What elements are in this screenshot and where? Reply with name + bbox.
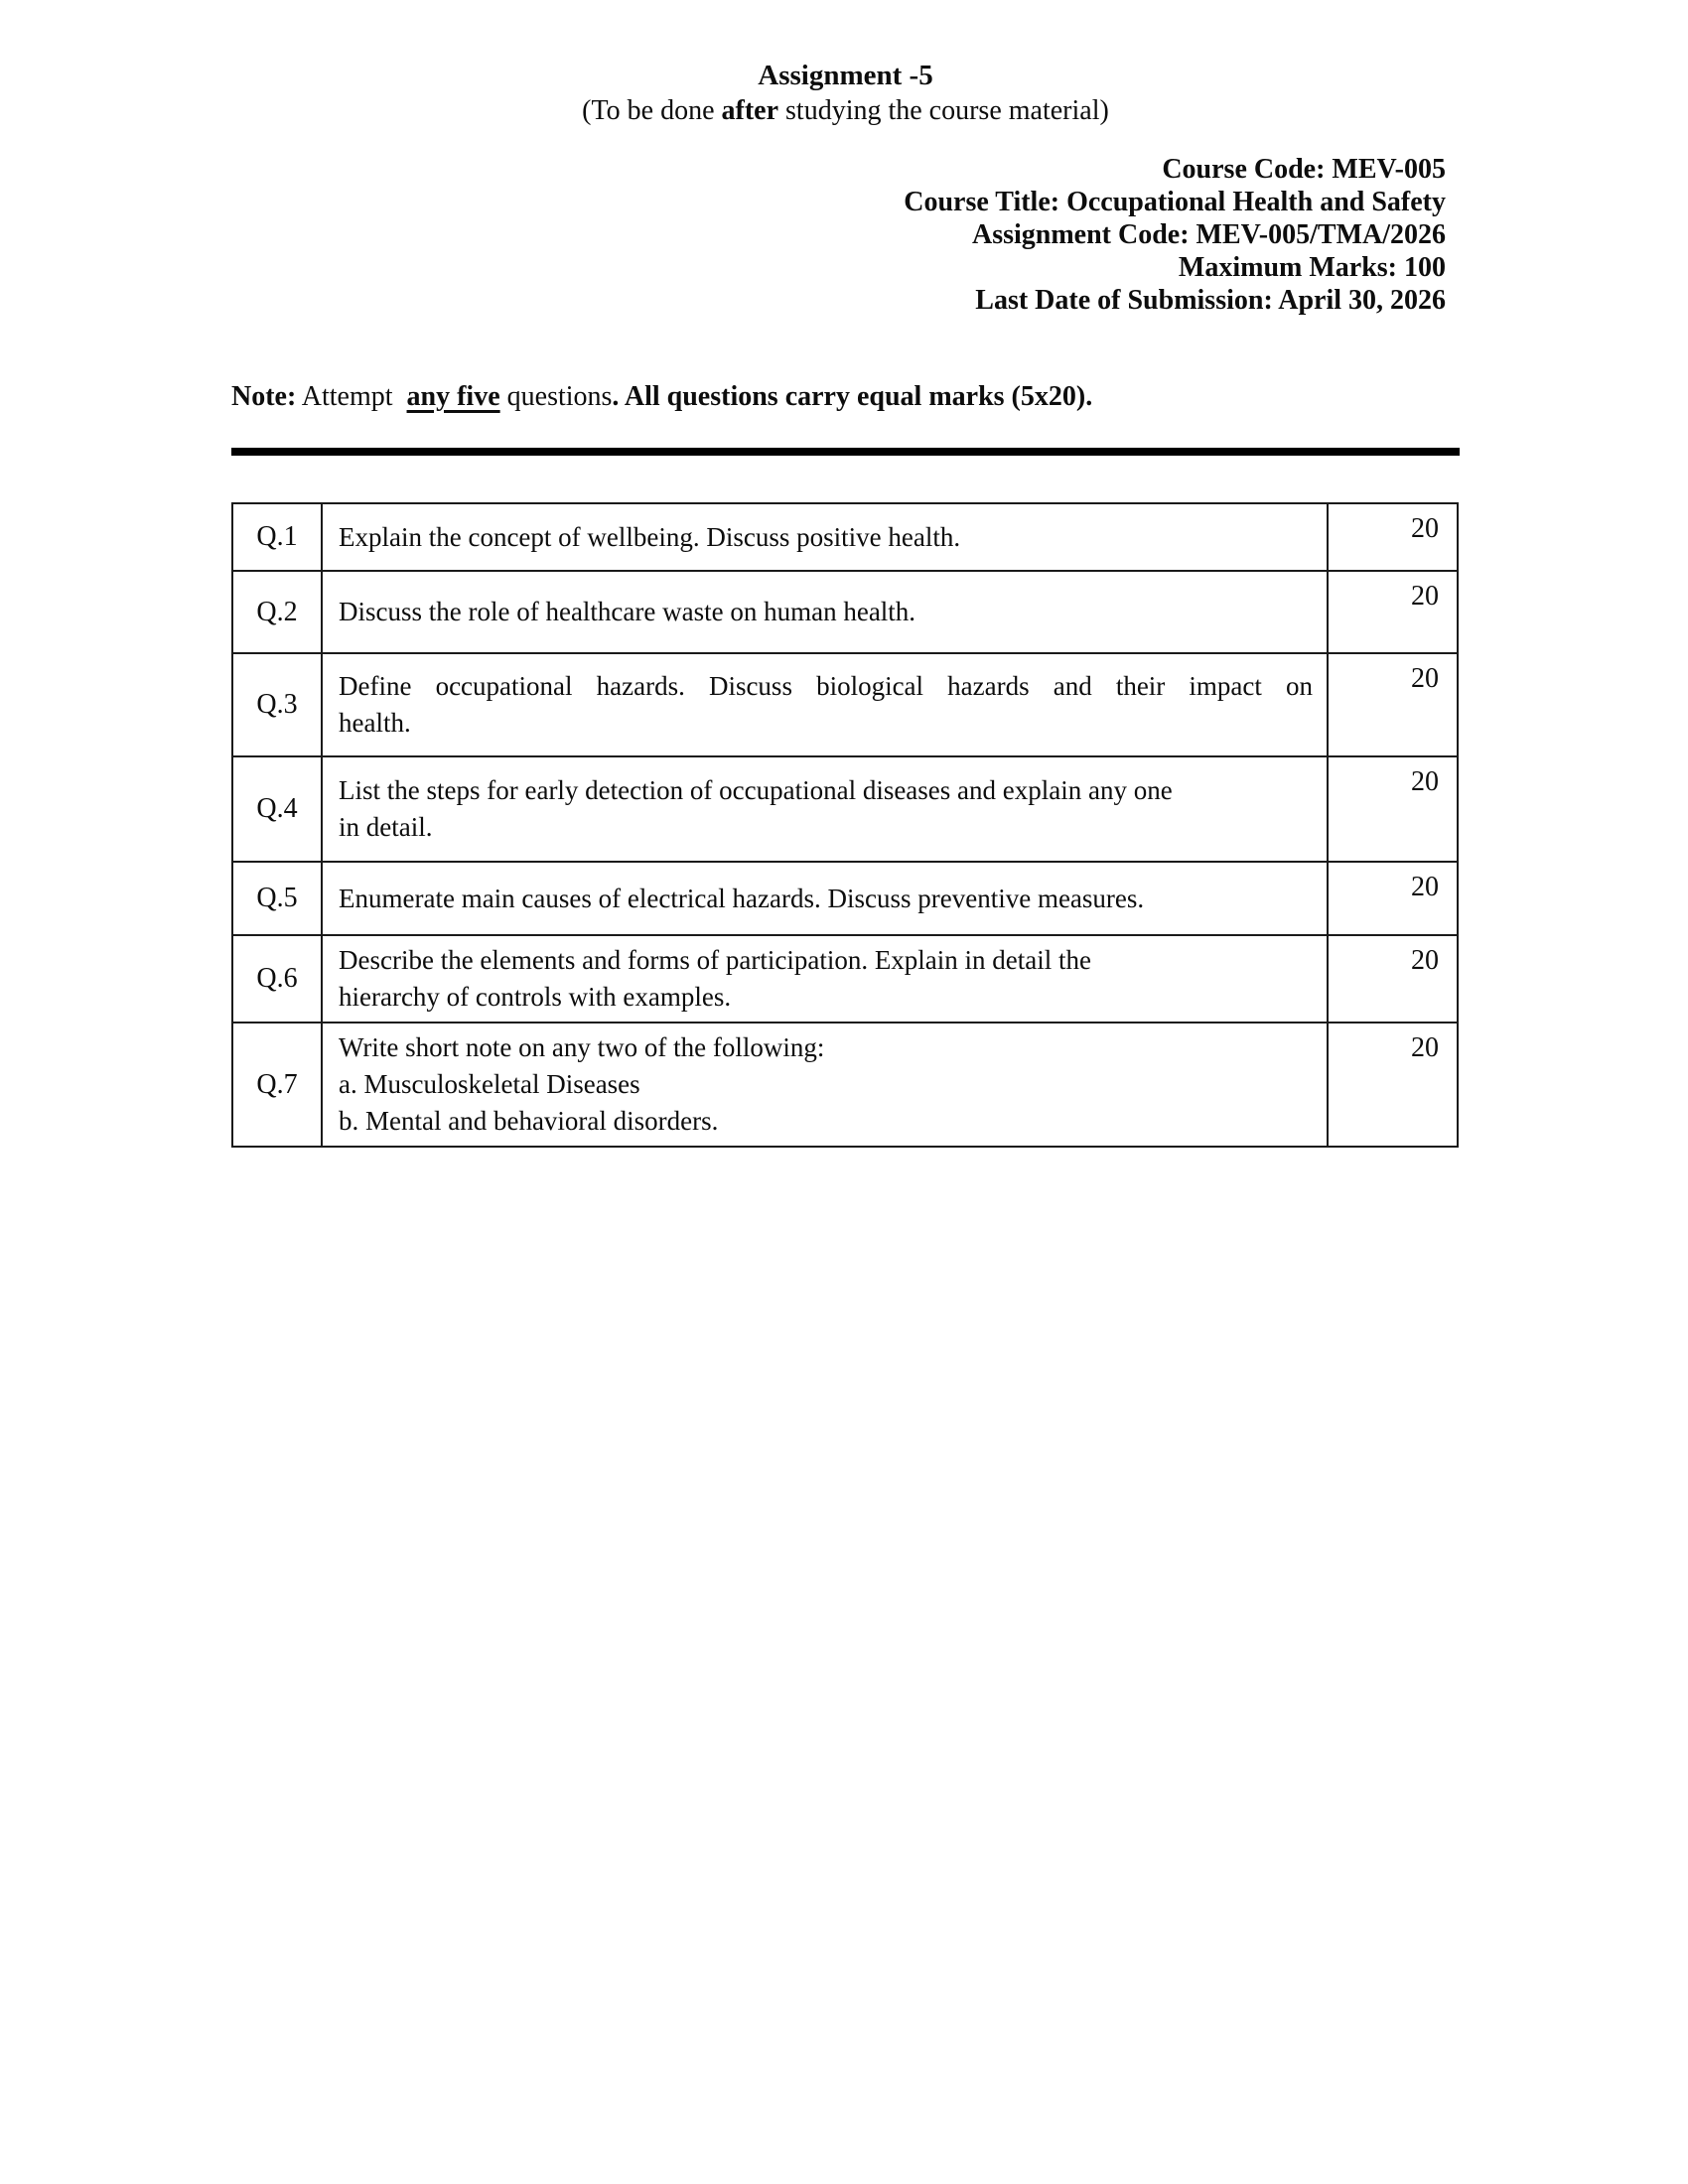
note-label: Note: [231,381,297,412]
question-text [322,1023,1328,1147]
submission-date-line: Last Date of Submission: April 30, 2026 [975,285,1446,316]
maximum-marks-line: Maximum Marks: 100 [1178,252,1446,283]
question-number: Q.7 [232,1023,322,1147]
question-text-line: b. Mental and behavioral disorders. [339,1106,719,1136]
assignment-code-line: Assignment Code: MEV-005/TMA/2026 [971,219,1446,250]
note-bold-tail: . All questions carry equal marks (5x20). [612,381,1093,412]
horizontal-rule [231,448,1460,456]
question-text [322,756,1328,862]
question-text [322,653,1328,756]
question-number: Q.2 [232,571,322,653]
question-marks: 20 [1328,862,1458,935]
question-marks: 20 [1328,756,1458,862]
question-number: Q.1 [232,503,322,571]
assignment-title: Assignment -5 [758,60,933,91]
course-title-line: Course Title: Occupational Health and Safety [904,187,1446,217]
question-text-line: Write short note on any two of the following: [339,1032,825,1062]
question-marks: 20 [1328,571,1458,653]
question-text-line: Explain the concept of wellbeing. Discuss positive health. [339,521,961,552]
assignment-subtitle [231,93,1460,129]
questions-table [231,502,1459,1148]
note-underlined-text: any five [406,381,500,412]
question-text [322,571,1328,653]
question-number: Q.5 [232,862,322,935]
table-row [232,756,1458,862]
document-content [231,0,1460,1148]
question-text-line: Describe the elements and forms of participation. Explain in detail the [339,945,1092,975]
question-marks: 20 [1328,935,1458,1023]
question-marks: 20 [1328,1023,1458,1147]
subtitle-bold-word: after [721,95,779,126]
question-text-line: a. Musculoskeletal Diseases [339,1069,640,1099]
note-paragraph [231,380,1460,414]
course-info-block [231,153,1460,317]
table-row [232,653,1458,756]
question-text-line: Enumerate main causes of electrical hazards. Discuss preventive measures. [339,883,1145,913]
question-number: Q.4 [232,756,322,862]
table-row [232,862,1458,935]
question-marks: 20 [1328,653,1458,756]
question-text-line: health. [339,708,411,738]
question-text-line: in detail. [339,812,433,842]
table-row [232,935,1458,1023]
question-text-line: Define occupational hazards. Discuss biological hazards and their impact on [339,671,1313,701]
table-row [232,571,1458,653]
question-text [322,935,1328,1023]
question-text-line: hierarchy of controls with examples. [339,982,732,1012]
note-questions-word: questions [499,381,613,412]
question-text-line: List the steps for early detection of occupational diseases and explain any one [339,775,1173,805]
question-text [322,503,1328,571]
question-text [322,862,1328,935]
table-row [232,503,1458,571]
subtitle-prefix: (To be done [582,95,722,126]
course-code-line: Course Code: MEV-005 [1162,154,1446,185]
table-row [232,1023,1458,1147]
note-attempt-text: Attempt [296,381,407,412]
question-text-line: Discuss the role of healthcare waste on human health. [339,597,916,626]
subtitle-suffix: studying the course material) [778,95,1109,126]
question-marks: 20 [1328,503,1458,571]
question-number: Q.3 [232,653,322,756]
question-number: Q.6 [232,935,322,1023]
